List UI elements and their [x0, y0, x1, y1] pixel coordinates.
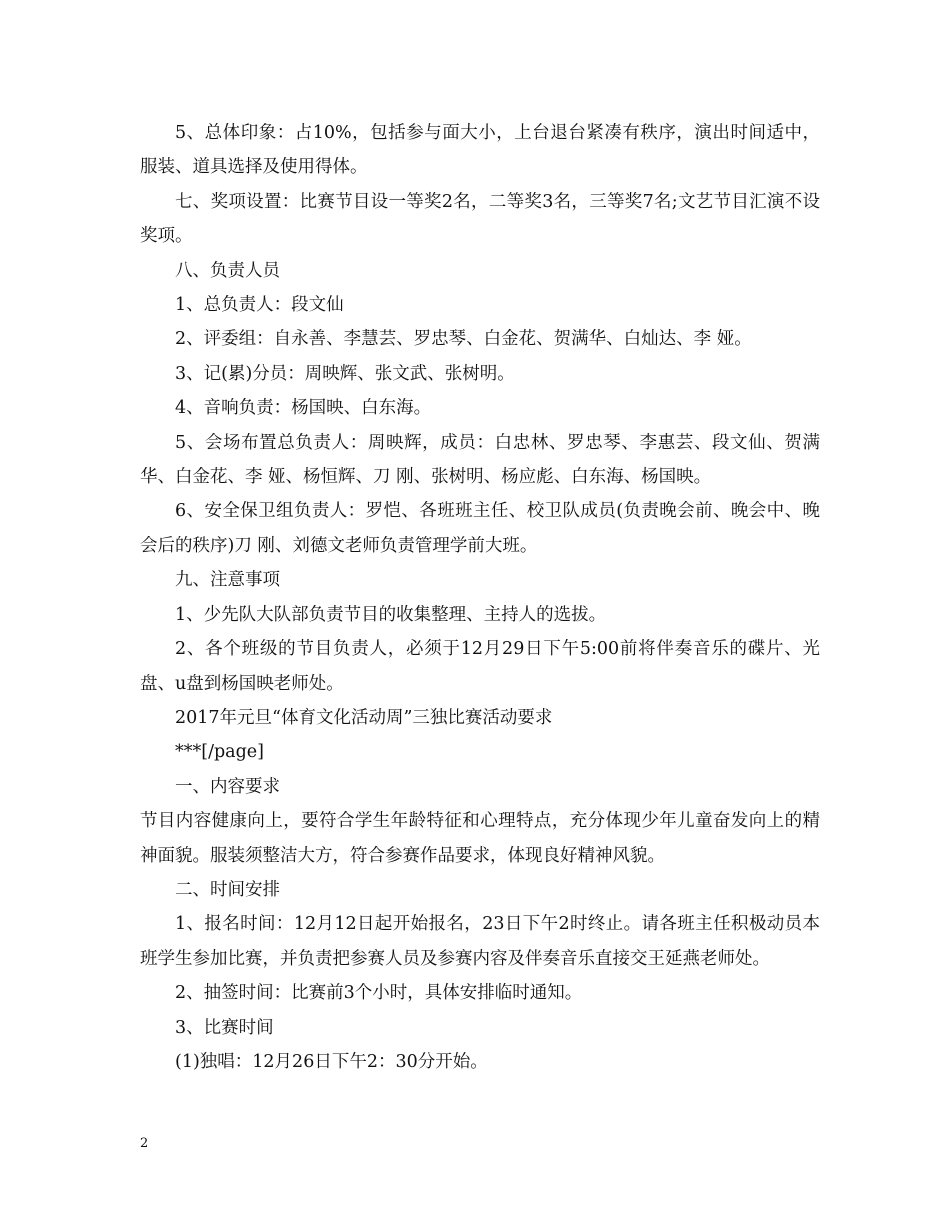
heading-notes: 九、注意事项: [175, 570, 280, 591]
heading-schedule: 二、时间安排: [175, 879, 280, 900]
paragraph-registration: 1、报名时间：12月12日起开始报名，23日下午2时终止。请各班主任积极动员本班学生参加比赛，并负责把参赛人员及参赛内容及伴奏音乐直接交王延燕老师处。: [140, 914, 820, 969]
paragraph-awards: 七、奖项设置：比赛节目设一等奖2名，二等奖3名，三等奖7名;文艺节目汇演不设奖项。: [140, 191, 820, 247]
paragraph-security: 6、安全保卫组负责人：罗恺、各班班主任、校卫队成员(负责晚会前、晚会中、晚会后的秩序)刀 刚、刘德文老师负责管理学前大班。: [140, 501, 820, 556]
heading-responsible-persons: 八、负责人员: [175, 260, 280, 281]
paragraph-general-lead: 1、总负责人：段文仙: [175, 295, 344, 316]
page-marker: ***[/page]: [175, 742, 264, 763]
section-title-competition: 2017年元旦“体育文化活动周”三独比赛活动要求: [175, 707, 553, 728]
page-number: 2: [140, 1136, 149, 1151]
paragraph-scorers: 3、记(累)分员：周映辉、张文武、张树明。: [175, 363, 515, 384]
paragraph-sound: 4、音响负责：杨国映、白东海。: [175, 398, 432, 419]
paragraph-note-2: 2、各个班级的节目负责人，必须于12月29日下午5:00前将伴奏音乐的碟片、光盘、u盘到杨国映老师处。: [140, 639, 820, 694]
heading-content-requirements: 一、内容要求: [175, 776, 280, 797]
paragraph-overall-impression: 5、总体印象：占10%，包括参与面大小，上台退台紧凑有秩序，演出时间适中，服装、道具选择及使用得体。: [140, 123, 820, 178]
paragraph-solo-singing: (1)独唱：12月26日下午2：30分开始。: [175, 1051, 488, 1072]
paragraph-judges: 2、评委组：自永善、李慧芸、罗忠琴、白金花、贺满华、白灿达、李 娅。: [175, 329, 752, 350]
document-body: [140, 116, 820, 1079]
paragraph-draw: 2、抽签时间：比赛前3个小时，具体安排临时通知。: [175, 983, 583, 1004]
paragraph-content-requirements: 节目内容健康向上，要符合学生年龄特征和心理特点，充分体现少年儿童奋发向上的精神面貌。服装须整洁大方，符合参赛作品要求，体现良好精神风貌。: [140, 811, 820, 866]
heading-competition-time: 3、比赛时间: [175, 1017, 274, 1038]
paragraph-note-1: 1、少先队大队部负责节目的收集整理、主持人的选拔。: [175, 604, 607, 625]
paragraph-venue-setup: 5、会场布置总负责人：周映辉，成员：白忠林、罗忠琴、李惠芸、段文仙、贺满华、白金花、李 娅、杨恒辉、刀 刚、张树明、杨应彪、白东海、杨国映。: [140, 432, 820, 488]
